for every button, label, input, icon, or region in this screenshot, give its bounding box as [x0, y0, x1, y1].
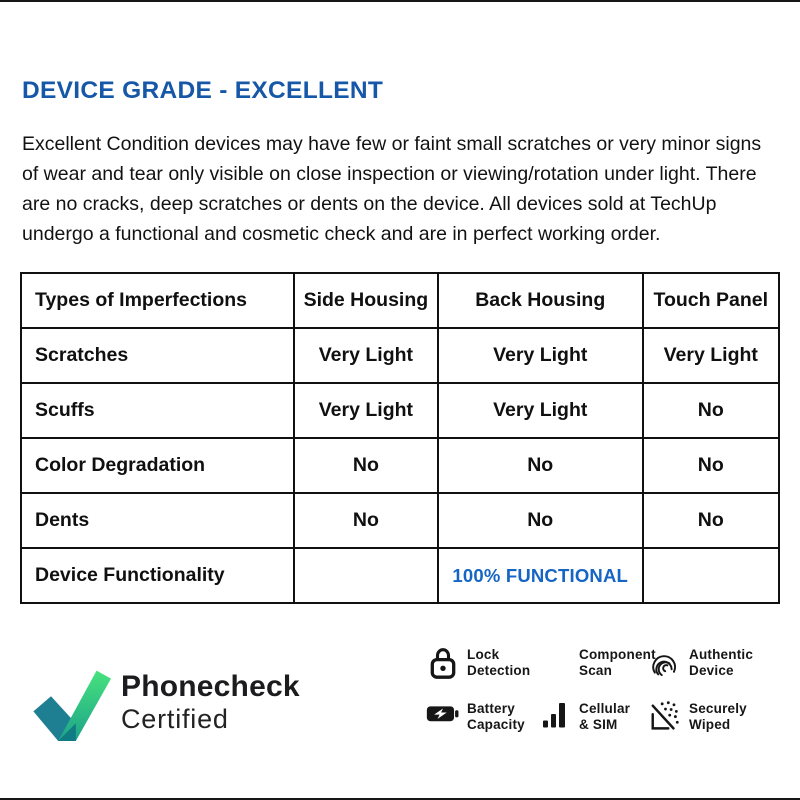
description-line: undergo a functional and cosmetic check and are in perfect working order.: [22, 223, 661, 245]
phonecheck-brand-text: Phonecheck: [121, 670, 300, 703]
lock-icon: [426, 644, 460, 684]
cell-value: No: [294, 438, 438, 493]
table-row: [21, 493, 779, 548]
cell-value: Very Light: [294, 328, 438, 383]
cell-value: Very Light: [294, 383, 438, 438]
wipe-icon: [648, 698, 682, 738]
phonecheck-checkmark-icon: [31, 661, 111, 749]
empty-icon-slot: [538, 644, 572, 684]
table-row: [21, 438, 779, 493]
table-row: [21, 383, 779, 438]
signal-bars-icon: [538, 698, 572, 738]
column-header-back-housing: Back Housing: [438, 273, 643, 328]
row-label: Scuffs: [21, 383, 294, 438]
badge-label: [579, 644, 656, 679]
phonecheck-certified-text: Certified: [121, 704, 229, 734]
badge-label-line: Scan: [579, 663, 613, 678]
description-line: are no cracks, deep scratches or dents on the device. All devices sold at TechUp: [22, 193, 717, 215]
phonecheck-certified-logo: [31, 661, 300, 749]
certification-badges: [426, 644, 786, 738]
badge-label: [689, 698, 747, 733]
badge-label: [689, 644, 753, 679]
imperfections-table-body: [21, 328, 779, 603]
column-header-imperfections: Types of Imperfections: [21, 273, 294, 328]
cell-value: Very Light: [438, 383, 643, 438]
row-label: Scratches: [21, 328, 294, 383]
badge-label-line: Component: [579, 647, 656, 662]
battery-icon: [426, 698, 460, 738]
description-line: Excellent Condition devices may have few or faint small scratches or very minor signs: [22, 133, 762, 155]
table-header-row: [21, 273, 779, 328]
cell-value: No: [294, 493, 438, 548]
badge-label: [467, 698, 525, 733]
badge-label-line: & SIM: [579, 717, 618, 732]
badge-label: [579, 698, 630, 733]
functional-status: 100% FUNCTIONAL: [438, 548, 643, 603]
fingerprint-icon: [648, 644, 682, 684]
cell-value: No: [438, 493, 643, 548]
badge-label-line: Authentic: [689, 647, 754, 662]
badge-label-line: Detection: [467, 663, 531, 678]
column-header-side-housing: Side Housing: [294, 273, 438, 328]
row-label: Device Functionality: [21, 548, 294, 603]
badge-label-line: Cellular: [579, 701, 631, 716]
certification-badge: [648, 698, 782, 738]
badge-label-line: Device: [689, 663, 734, 678]
certification-badge: [426, 644, 538, 684]
badge-label: [467, 644, 530, 679]
row-label: Dents: [21, 493, 294, 548]
description-line: of wear and tear only visible on close inspection or viewing/rotation under light. There: [22, 163, 757, 185]
certification-badge: [538, 644, 656, 684]
column-header-touch-panel: Touch Panel: [643, 273, 779, 328]
cell-value: Very Light: [643, 328, 779, 383]
imperfections-table: [20, 272, 780, 604]
certification-badge: [426, 698, 538, 738]
badge-label-line: Wiped: [689, 717, 731, 732]
table-row: [21, 548, 779, 603]
cell-value: No: [643, 438, 779, 493]
condition-description: [22, 129, 787, 249]
cell-value: No: [643, 383, 779, 438]
cell-value: Very Light: [438, 328, 643, 383]
badge-label-line: Lock: [467, 647, 500, 662]
badge-label-line: Battery: [467, 701, 515, 716]
cell-value: No: [643, 493, 779, 548]
badge-label-line: Capacity: [467, 717, 525, 732]
row-label: Color Degradation: [21, 438, 294, 493]
top-border-line: [0, 0, 800, 2]
table-row: [21, 328, 779, 383]
certification-badge: [648, 644, 782, 684]
cell-value: No: [438, 438, 643, 493]
page-title: DEVICE GRADE - EXCELLENT: [22, 77, 384, 104]
badge-label-line: Securely: [689, 701, 747, 716]
cell-value: [643, 548, 779, 603]
cell-value: [294, 548, 438, 603]
certification-badge: [538, 698, 648, 738]
